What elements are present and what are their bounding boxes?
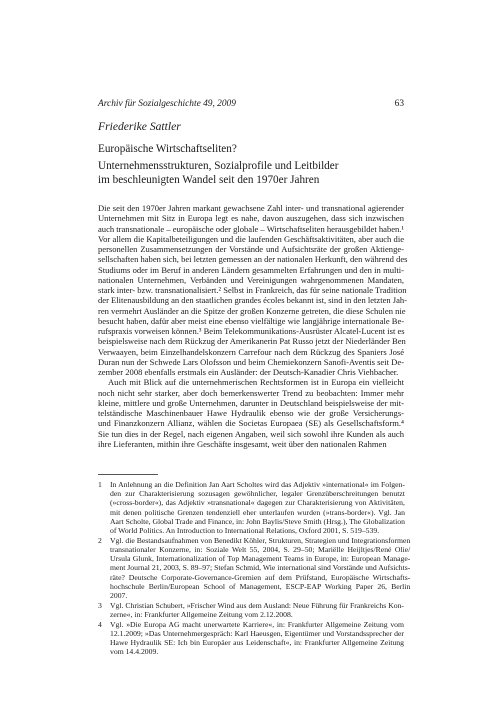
body-line: Vor allem die Kapitalbeteiligungen und die laufenden Geschäftsaktivitäten, aber auch die: [98, 233, 404, 244]
body-line: ihre Lieferanten, mithin ihre Geschäfte insgesamt, weit über den nationalen Rahmen: [98, 438, 387, 449]
footnote-line: 2007.: [110, 591, 128, 601]
body-line: noch nicht sehr starker, aber doch bemerkenswerter Trend zu beobachten: Immer mehr: [98, 387, 404, 398]
footnote-line: Hawe Hydraulik SE: Ich bin Europäer aus Leidenschaft«, in: Frankfurter Allgemeine Zeitung: [110, 638, 404, 648]
body-line: Unternehmen mit Sitz in Europa legt es nahe, davon auszugehen, dass sich inzwischen: [98, 213, 404, 224]
subtitle-line: Unternehmensstrukturen, Sozialprofile und Leitbilder: [98, 160, 339, 172]
body-line: Duran nun der Schwede Lars Olofsson und beim Chemiekonzern Sanofi-Aventis seit De-: [98, 356, 404, 367]
body-line: personellen Zusammensetzungen der Vorstände und Aufsichtsräte der großen Aktienge-: [98, 244, 404, 254]
body-line: besucht haben, dafür aber meist eine ebenso vielfältige wie langjährige internationale Be-: [98, 315, 405, 326]
body-line: nationalen Unternehmen, Verbänden und Vereinigungen wahrgenommenen Mandaten,: [98, 274, 404, 285]
running-header: [98, 98, 404, 110]
article-subtitle: [98, 160, 338, 187]
footnotes: [98, 480, 411, 657]
body-line: ren vermehrt Ausländer an die Spitze der großen Konzerne getreten, die diese Schulen nie: [98, 305, 406, 316]
footnote-number: 3: [98, 600, 102, 610]
body-line: rufspraxis vorweisen können.³ Beim Telekommunikations-Ausrüster Alcatel-Lucent ist es: [98, 326, 405, 336]
footnote: [98, 535, 411, 601]
footnote-line: räte? Deutsche Corporate-Governance-Gremien auf dem Prüfstand, Europäische Wirtschafts-: [110, 572, 411, 582]
body-line: sellschaften haben sich, bei letzten gemessen an der nationalen Herkunft, den während des: [98, 254, 408, 265]
footnote-line: hochschule Berlin/European School of Management, ESCP-EAP Working Paper 26, Berlin: [110, 581, 411, 591]
footnote-line: ment Journal 21, 2003, S. 89–97; Stefan Schmid, Wie international sind Vorstände und Aufsichts-: [110, 563, 411, 573]
subtitle-line: im beschleunigten Wandel seit den 1970er Jahren: [98, 173, 320, 186]
footnote-line: Vgl. Christian Schubert, »Frischer Wind aus dem Ausland: Neue Führung für Frankreichs Kon-: [110, 600, 404, 610]
body-line: auch transnationale – europäische oder globale – Wirtschaftseliten herausgebildet haben.¹: [98, 223, 404, 234]
footnote-line: Vgl. die Bestandsaufnahmen von Benedikt Köhler, Strukturen, Strategien und Integrationsformen: [110, 535, 411, 545]
footnote-line: of World Politics. An Introduction to International Relations, Oxford 2001, S. 519–539.: [110, 526, 380, 536]
footnote-rule: [98, 474, 158, 475]
footnote-line: 12.1.2009; »Das Unternehmergespräch: Karl Haeusgen, Eigentümer und Vorstandssprecher der: [110, 629, 404, 639]
page-number: 63: [394, 99, 404, 109]
footnote-number: 4: [98, 619, 102, 629]
footnote-line: mit denen politische Grenzen tendenziell eher unterlaufen wurden (»trans-border«). Vgl. Jan: [110, 507, 405, 517]
body-line: telständische Maschinenbauer Hawe Hydraulik ebenso wie der große Versicherungs-: [98, 408, 404, 418]
footnote-line: Vgl. »Die Europa AG macht unerwartete Karriere«, in: Frankfurter Allgemeine Zeitung vom: [110, 619, 404, 629]
footnote-line: zerne«, in: Frankfurter Allgemeine Zeitung vom 2.12.2008.: [110, 610, 293, 620]
footnote-line: Aart Scholte, Global Trade and Finance, in: John Baylis/Steve Smith (Hrsg.), The Globalization: [110, 516, 405, 526]
footnote: [98, 620, 404, 657]
footnote: [98, 480, 404, 535]
body-line: Studiums oder im Beruf in anderen Ländern gesammelten Erfahrungen und den in multi-: [98, 264, 404, 275]
footnote: [98, 601, 404, 619]
body-text: [98, 203, 408, 449]
footnote-line: In Anlehnung an die Definition Jan Aart Scholtes wird das Adjektiv »international« im Folgen-: [110, 480, 405, 489]
footnote-line: transnationaler Konzerne, in: Soziale Welt 55, 2004, S. 29–50; Mariëlle Heijltjes/René Olie/: [110, 545, 411, 555]
footnote-number: 1: [98, 480, 102, 489]
body-line: Verwaayen, beim Einzelhandelskonzern Carrefour nach dem Rückzug des Spaniers José: [98, 346, 404, 357]
body-line: Die seit den 1970er Jahren markant gewachsene Zahl inter- und transnational agierender: [98, 203, 404, 213]
body-line: der Elitenausbildung an den staatlichen grandes écoles bekannt ist, sind in den letzten Jah-: [98, 295, 408, 306]
body-line: zember 2008 ebenfalls erstmals ein Ausländer: der Deutsch-Kanadier Chris Viehbacher.: [98, 367, 399, 377]
footnote-line: Ursula Glunk, Internationalization of Top Management Teams in Europe, in: European Manage-: [110, 554, 411, 564]
footnote-line: vom 14.4.2009.: [110, 647, 159, 657]
footnote-number: 2: [98, 535, 102, 545]
article-title: Europäische Wirtschaftseliten?: [98, 143, 237, 155]
body-line: beispielsweise nach dem Rückzug der Amerikanerin Pat Russo jetzt der Niederländer Ben: [98, 336, 406, 347]
body-line: und Finanzkonzern Allianz, wählen die Societas Europaea (SE) als Gesellschaftsform.⁴: [98, 418, 404, 429]
footnote-line: den zur Charakterisierung sozusagen gewöhnlicher, legaler Grenzüberschreitungen benutzt: [110, 489, 405, 499]
journal-title: Archiv für Sozialgeschichte 49, 2009: [98, 99, 236, 109]
body-line: Auch mit Blick auf die unternehmerischen Rechtsformen ist in Europa ein vielleicht: [108, 377, 404, 388]
body-line: kleine, mittlere und große Unternehmen, darunter in Deutschland beispielsweise der mit-: [98, 397, 404, 408]
footnote-line: (»cross-border«), das Adjektiv »transnational« dagegen zur Charakterisierung von Aktivitäten,: [110, 498, 405, 508]
body-line: stark inter- bzw. transnationalisiert.² Selbst in Frankreich, das für seine nationale Tradition: [98, 285, 407, 295]
body-line: Sie tun dies in der Regel, nach eigenen Angaben, weil sich sowohl ihre Kunden als auch: [98, 428, 404, 439]
article-author: Friederike Sattler: [98, 120, 181, 133]
